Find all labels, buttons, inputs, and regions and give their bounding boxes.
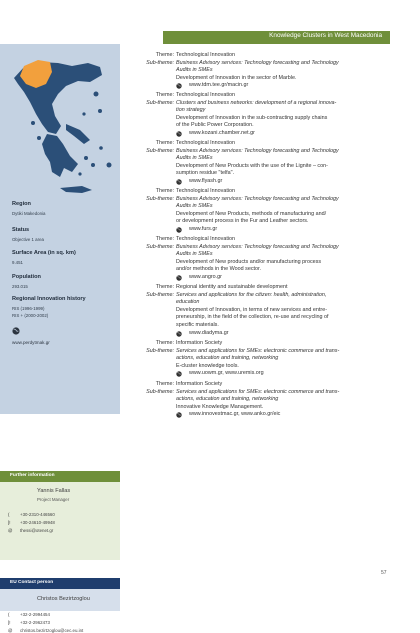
subtheme-value: actions, education and training, networking (176, 355, 279, 362)
header-title: Knowledge Clusters in West Macedonia (269, 32, 382, 39)
further-information-box (0, 482, 120, 560)
description: sumption residue "telfa". (176, 170, 235, 177)
history-label: Regional Innovation history (12, 296, 86, 302)
fax-number: +32-2-2962473 (20, 620, 50, 625)
subtheme-value: Business Advisory services: Technology forecasting and Technology (176, 147, 339, 154)
eu-contact-name-box (0, 589, 120, 611)
subtheme-value: Business Advisory services: Technology forecasting and Technology (176, 243, 339, 250)
project-url-link[interactable]: www.angro.gr (189, 273, 222, 280)
fax-icon: [! (8, 520, 11, 525)
history-item: RIS + (2000-2002) (12, 313, 49, 318)
subtheme-label: Sub-theme: (146, 243, 174, 250)
theme-label: Theme: (155, 236, 174, 242)
subtheme-value: Audits in SMEs (176, 155, 213, 162)
project-url-link[interactable]: www.tdm.tee.gr/macin.gr (189, 82, 249, 89)
region-website-link[interactable]: www.perdytmak.gr (12, 340, 50, 345)
theme-value: Technological Innovation (176, 52, 236, 58)
theme-label: Theme: (155, 92, 174, 98)
project-url-link[interactable]: www.uowm.gr, www.uremis.org (189, 370, 264, 377)
description: preneurship, in the field of the collection, re-use and recycling of (176, 314, 329, 321)
subtheme-value: education (176, 299, 200, 306)
subtheme-label: Sub-theme: (146, 59, 174, 66)
project-entry (121, 140, 388, 186)
project-entry (121, 381, 388, 419)
globe-icon (176, 83, 182, 89)
globe-icon (176, 179, 182, 185)
fax-number: +30-24610-49948 (20, 520, 55, 525)
subtheme-label: Sub-theme: (146, 99, 174, 106)
project-url-link[interactable]: www.kozani.chamber.net.gr (189, 129, 255, 136)
eu-contact-fax (8, 620, 50, 625)
project-entry (121, 284, 388, 337)
subtheme-value: Services and applications for SMEs: electronic commerce and trans- (176, 388, 340, 395)
globe-icon (176, 131, 182, 137)
theme-value: Technological Innovation (176, 140, 236, 146)
globe-icon (176, 275, 182, 281)
theme-label: Theme: (155, 140, 174, 146)
subtheme-label: Sub-theme: (146, 291, 174, 298)
description: and/or methods in the Wood sector. (176, 266, 262, 273)
subtheme-label: Sub-theme: (146, 388, 174, 395)
contact-role: Project Manager (37, 497, 70, 502)
contact-fax (8, 520, 55, 525)
sidebar (0, 44, 120, 633)
theme-label: Theme: (155, 381, 174, 387)
subtheme-value: Services and applications for SMEs: electronic commerce and trans- (176, 347, 340, 354)
globe-icon (176, 331, 182, 337)
subtheme-value: Business Advisory services: Technology forecasting and Technology (176, 59, 339, 66)
project-entry (121, 236, 388, 282)
theme-value: Technological Innovation (176, 92, 236, 98)
email-address[interactable]: christos.bezirtzoglou@cec.eu.int (20, 628, 84, 633)
description: Development of Innovation in the sub-contracting supply chains (176, 114, 328, 121)
project-url-link[interactable]: www.furs.gr (189, 225, 218, 232)
history-item: RIS (1996-1999) (12, 306, 45, 311)
page-number: 57 (381, 570, 387, 576)
description: of the Public Power Corporation. (176, 122, 254, 129)
globe-icon (176, 371, 182, 377)
project-entry (121, 340, 388, 378)
greece-map (0, 44, 120, 199)
theme-value: Information Society (176, 381, 223, 387)
subtheme-value: Clusters and business networks: development of a regional innova- (176, 99, 337, 106)
subtheme-label: Sub-theme: (146, 195, 174, 202)
further-information-title: Further information (10, 473, 55, 478)
surface-value: 9.451 (12, 260, 23, 265)
email-icon: @ (8, 628, 13, 633)
phone-number: +32-2-2994454 (20, 612, 50, 617)
contact-phone (8, 512, 55, 517)
population-value: 293.015 (12, 284, 28, 289)
email-icon: @ (8, 528, 13, 533)
globe-icon (176, 227, 182, 233)
theme-value: Regional identity and sustainable development (176, 284, 288, 290)
subtheme-label: Sub-theme: (146, 347, 174, 354)
subtheme-value: actions, education and training, networking (176, 396, 279, 403)
theme-value: Information Society (176, 340, 223, 346)
contact-name: Yannis Fallas (37, 488, 71, 494)
phone-icon: ( (8, 612, 10, 617)
region-map (0, 44, 120, 199)
description: Innovative Knowledge Management. (176, 403, 264, 410)
further-information-header (0, 471, 120, 482)
fax-icon: [! (8, 620, 11, 625)
subtheme-value: Audits in SMEs (176, 251, 213, 258)
surface-label: Surface Area (in sq. km) (12, 250, 76, 256)
description: E-cluster knowledge tools. (176, 362, 239, 369)
project-url-link[interactable]: www.innovestmac.gr, www.anko.gr/eic (189, 411, 281, 418)
description: or development process in the Fur and Leather sectors. (176, 218, 309, 225)
email-address[interactable]: thessi@otenet.gr (20, 528, 54, 533)
eu-contact-name: Christos Bezirtzoglou (37, 596, 90, 602)
eu-contact-header (0, 578, 120, 589)
globe-icon (12, 327, 20, 335)
phone-icon: ( (8, 512, 10, 517)
region-label: Region (12, 201, 31, 207)
subtheme-value: Audits in SMEs (176, 67, 213, 74)
description: specific materials. (176, 321, 219, 328)
subtheme-label: Sub-theme: (146, 147, 174, 154)
description: Development of New Products, methods of manufacturing and/ (176, 210, 327, 217)
population-label: Population (12, 274, 41, 280)
project-entry (121, 188, 388, 234)
status-label: Status (12, 227, 30, 233)
project-entry (121, 52, 388, 90)
description: Development of Innovation in the sector of Marble. (176, 74, 297, 81)
description: Development of New Products with the use of the Lignite – con- (176, 162, 328, 169)
description: Development of New products and/or manufacturing process (176, 258, 322, 265)
eu-contact-phone (8, 612, 50, 617)
project-entry (121, 92, 388, 138)
theme-value: Technological Innovation (176, 236, 236, 242)
subtheme-value: tion strategy (176, 107, 206, 114)
phone-number: +30-2310-446560 (20, 512, 55, 517)
theme-label: Theme: (155, 188, 174, 194)
header-bar (163, 31, 390, 44)
subtheme-value: Services and applications for the citizen: health, administration, (176, 291, 327, 298)
status-value: Objective 1 area (12, 237, 44, 242)
project-url-link[interactable]: www.flyash.gr (189, 177, 223, 184)
eu-contact-email[interactable] (8, 628, 83, 633)
description: Development of Innovation, in terms of new services and entre- (176, 306, 328, 313)
contact-email[interactable] (8, 528, 53, 533)
eu-contact-title: EU Contact person (10, 580, 54, 585)
region-value: Dytiki Makedonia (12, 211, 46, 216)
globe-icon (176, 412, 182, 418)
subtheme-value: Business Advisory services: Technology forecasting and Technology (176, 195, 339, 202)
project-url-link[interactable]: www.diadyma.gr (189, 329, 229, 336)
theme-label: Theme: (155, 52, 174, 58)
theme-value: Technological Innovation (176, 188, 236, 194)
theme-label: Theme: (155, 340, 174, 346)
theme-label: Theme: (155, 284, 174, 290)
subtheme-value: Audits in SMEs (176, 203, 213, 210)
